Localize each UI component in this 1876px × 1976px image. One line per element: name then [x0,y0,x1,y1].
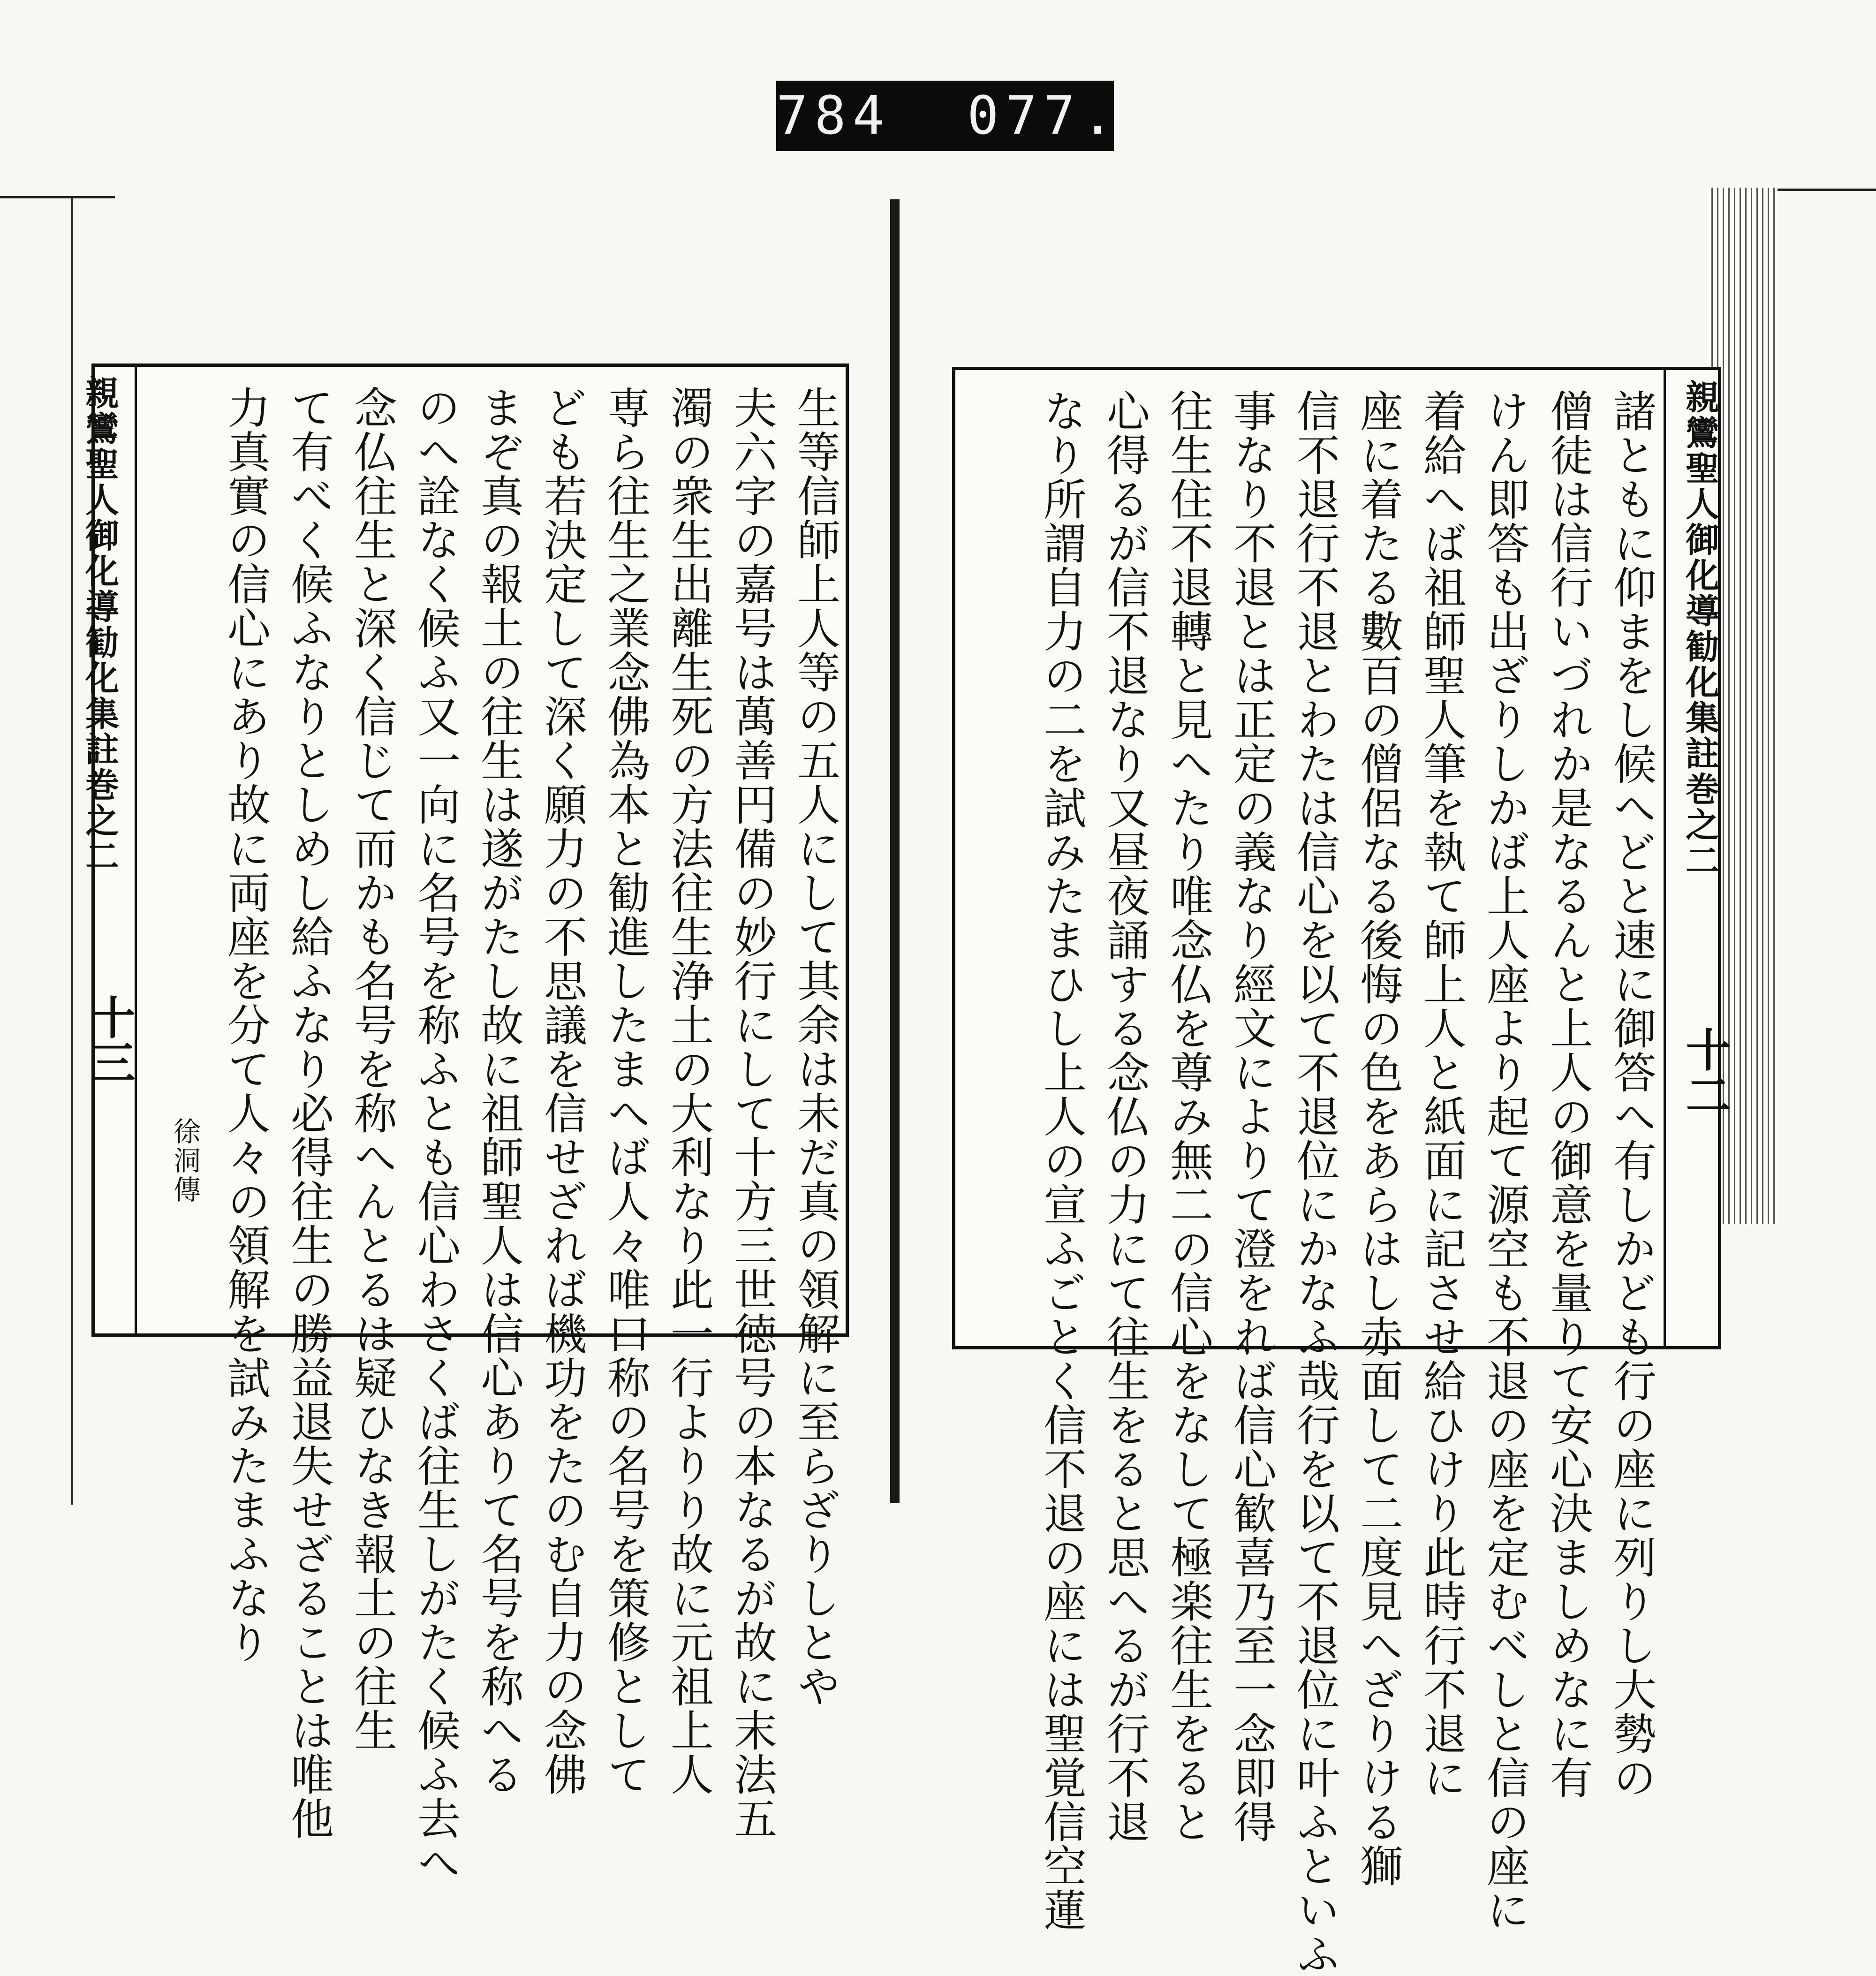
text-column: 信不退行不退とわたは信心を以て不退位にかなふ哉行を以て不退位に叶ふといふ [1290,389,1340,1976]
text-column: 心得るが信不退なり又昼夜誦する念仏の力にて往生をると思へるが行不退 [1100,389,1150,1844]
right-folio: 十二 [1679,1027,1732,1117]
top-edge-line-left [0,196,115,198]
text-column: 僧徒は信行いづれか是なるんと上人の御意を量りて安心決ましめなに有 [1543,389,1593,1800]
left-outer-edge [71,196,73,1505]
right-page-inner-rule [1664,370,1666,1346]
text-column: 専ら往生之業念佛為本と勧進したまへば人々唯口称の名号を策修として [600,386,651,1796]
text-column: 着給へば祖師聖人筆を執て師上人と紙面に記させ給ひけり此時行不退に [1416,389,1467,1800]
right-page [952,367,1732,1976]
book-gutter [890,199,900,1503]
text-column: 事なり不退とは正定の義なり經文によりて澄をれば信心歓喜乃至一念即得 [1226,389,1277,1844]
text-column: て有べく候ふなりとしめし給ふなり必得往生の勝益退失せざることは唯他 [284,386,334,1840]
text-column: ども若決定して深く願力の不思議を信せざれば機功をたのむ自力の念佛 [537,386,587,1796]
text-column: 往生住不退轉と見へたり唯念仏を尊み無二の信心をなして極楽往生をると [1163,389,1213,1844]
text-column: なり所謂自力の二を試みたまひし上人の宣ふごとく信不退の座には聖覚信空蓮 [1036,389,1087,1932]
text-column: 濁の衆生出離生死の方法往生浄土の大利なり此一行よりり故に元祖上人 [664,386,714,1796]
left-folio: 十三 [83,994,136,1084]
engraver-attribution: 徐洞傳 [169,1117,201,1204]
right-margin-title: 親鸞聖人御化導勧化集註巻之二 [1680,379,1720,878]
left-margin-title: 親鸞聖人御化導勧化集註巻之二 [80,375,120,874]
text-column: けん即答も出ざりしかば上人座より起て源空も不退の座を定むべしと信の座に [1480,389,1530,1932]
text-column: 諸ともに仰まをし候へどと速に御答へ有しかども行の座に列りし大勢の [1606,389,1657,1800]
left-page-inner-rule [135,367,137,1333]
scan-id-label: 784 077. [776,81,1114,151]
text-column: まぞ真の報土の往生は遂がたし故に祖師聖人は信心ありて名号を称へる [474,386,524,1796]
text-column: 座に着たる數百の僧侶なる後悔の色をあらはし赤面して二度見へざりける獅 [1353,389,1403,1888]
left-page [91,363,849,1885]
top-edge-line-right [1768,189,1876,191]
text-column: 夫六字の嘉号は萬善円備の妙行にして十方三世徳号の本なるが故に末法五 [727,386,777,1840]
text-column: 力真實の信心にあり故に両座を分て人々の領解を試みたまふなり [220,386,271,1664]
text-column: 生等信師上人等の五人にして其余は未だ真の領解に至らざりしとや [790,386,840,1708]
text-column: 念仏往生と深く信じて而かも名号を称へんとるは疑ひなき報土の往生 [347,386,397,1752]
text-column: のへ詮なく候ふ又一向に名号を称ふとも信心わさくば往生しがたく候ふ去へ [410,386,461,1885]
